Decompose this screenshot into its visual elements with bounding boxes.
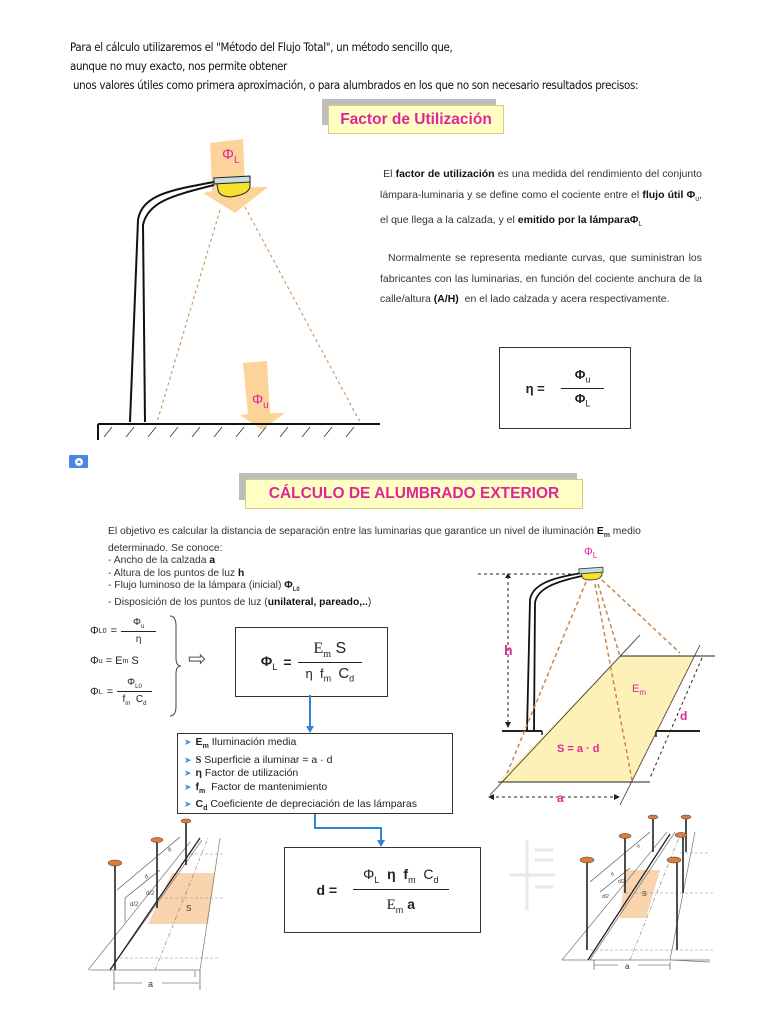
svg-text:S: S [642,891,647,898]
svg-text:d: d [635,843,642,850]
svg-text:d/2: d/2 [130,902,139,908]
intro-line-2: aunque no muy exacto, nos permite obtener [70,60,288,73]
section1-title-text: Factor de Utilización [340,110,492,128]
legend-item: ➤ $f_m$ Factor de mantenimiento [184,780,328,795]
rd-phi-l-label: $\Phi_L$ [584,546,598,561]
rd-surface-label: S = a · d [557,743,600,755]
intro-line-1: Para el cálculo utilizaremos el "Método del Flujo Total", un método sencillo que, [70,41,453,54]
legend-item: ➤ $C_d$ Coeficiente de depreciación de las lámparas [184,798,417,813]
phi-u-label: $\Phi_u$ [252,391,269,411]
watermark-logo [505,835,560,915]
svg-text:a: a [148,979,154,989]
section2-title [245,479,583,509]
intro-text [70,38,768,95]
bullet-icon: ➤ [184,737,192,747]
bullet-icon: ➤ [184,781,192,792]
unilateral-layout-diagram [80,810,280,1000]
brace-icon [168,614,182,718]
implies-arrow-icon: ⇨ [188,646,207,671]
equation-2: Φ u = E m S [90,655,139,667]
rd-a-label: a [557,791,564,805]
up-arrow-icon[interactable] [69,455,88,468]
luminous-flux-formula-box: $\Phi_L$ = $\frac{E_m S}{\eta f_m C_d}$ [235,627,388,697]
road-lighting-diagram [470,540,740,810]
bilateral-layout-diagram [560,810,720,990]
variables-legend [177,733,453,814]
svg-text:d: d [166,846,173,854]
svg-text:d: d [143,873,150,881]
equation-1: Φ L0 = $\frac{\Phi_u}{\eta}$ [90,614,180,648]
utilization-formula-box: η = $\frac{\Phi_u}{\Phi_L}$ [499,347,631,429]
section1-title [328,105,504,134]
known-item-4: - Disposición de los puntos de luz (unilateral, pareado,..) [108,596,372,608]
svg-text:a: a [625,962,630,971]
svg-text:S: S [186,904,192,913]
rd-d-label: d [680,709,688,723]
section2-title-text: CÁLCULO DE ALUMBRADO EXTERIOR [268,485,560,502]
svg-text:d/2: d/2 [146,891,155,897]
known-item-3: - Flujo luminoso de la lámpara (inicial) $\Phi_{L0}$ [108,580,300,594]
legend-item: ➤ η Factor de utilización [184,767,299,780]
intro-line-3: unos valores útiles como primera aproximación, o para alumbrados en los que no son necesario resultados precisos: [70,79,639,92]
rd-em-label: $E_m$ [632,683,647,698]
phi-l-label: $\Phi_L$ [222,146,240,166]
equation-3: Φ L = $\frac{\Phi_{L0}}{f_m C_d}$ [90,674,180,710]
known-item-2: - Altura de los puntos de luz h [108,567,245,579]
known-item-1: - Ancho de la calzada a [108,555,216,567]
derivation-equations [90,614,180,710]
legend-item: ➤ $E_m$ Iluminación media [184,736,297,751]
svg-text:d/2: d/2 [618,879,625,885]
rd-h-label: h [504,642,513,658]
bullet-icon: ➤ [184,754,192,765]
svg-text:d/2: d/2 [602,894,609,900]
bullet-icon: ➤ [184,768,192,779]
objective-text: El objetivo es calcular la distancia de separación entre las luminarias que garantice un nivel de iluminación $E_m$ medio determinado. Se conoce: - Ancho de la calzada a - Altura de los puntos de luz h - Flujo luminoso de la lámpara (inicial) $\Phi_{L0}$ - Disposición de los puntos de luz (unilateral, pareado,..) [108,526,748,609]
lamp-diagram [90,135,390,445]
utilization-definition: El factor de utilización es una medida del rendimiento del conjunto lámpara-luminaria y se define como el cociente entre el flujo útil $\Phi_u$, el que llega a la calzada, y el emitido por la lámparaΦ$_L$ [380,168,703,229]
bullet-icon: ➤ [184,799,192,810]
legend-item: ➤ S Superficie a iluminar = a · d [184,753,333,766]
svg-text:d: d [609,871,616,878]
utilization-curves-text: Normalmente se representa mediante curvas, que suministran los fabricantes con las luminarias, en función del cociente anchura de la calle/altura (A/H) en el lado calzada y acera respectivamente. [380,252,702,305]
distance-formula-box: d = $\frac{\Phi_L \eta f_m C_d}{E_m a}$ [284,847,481,933]
